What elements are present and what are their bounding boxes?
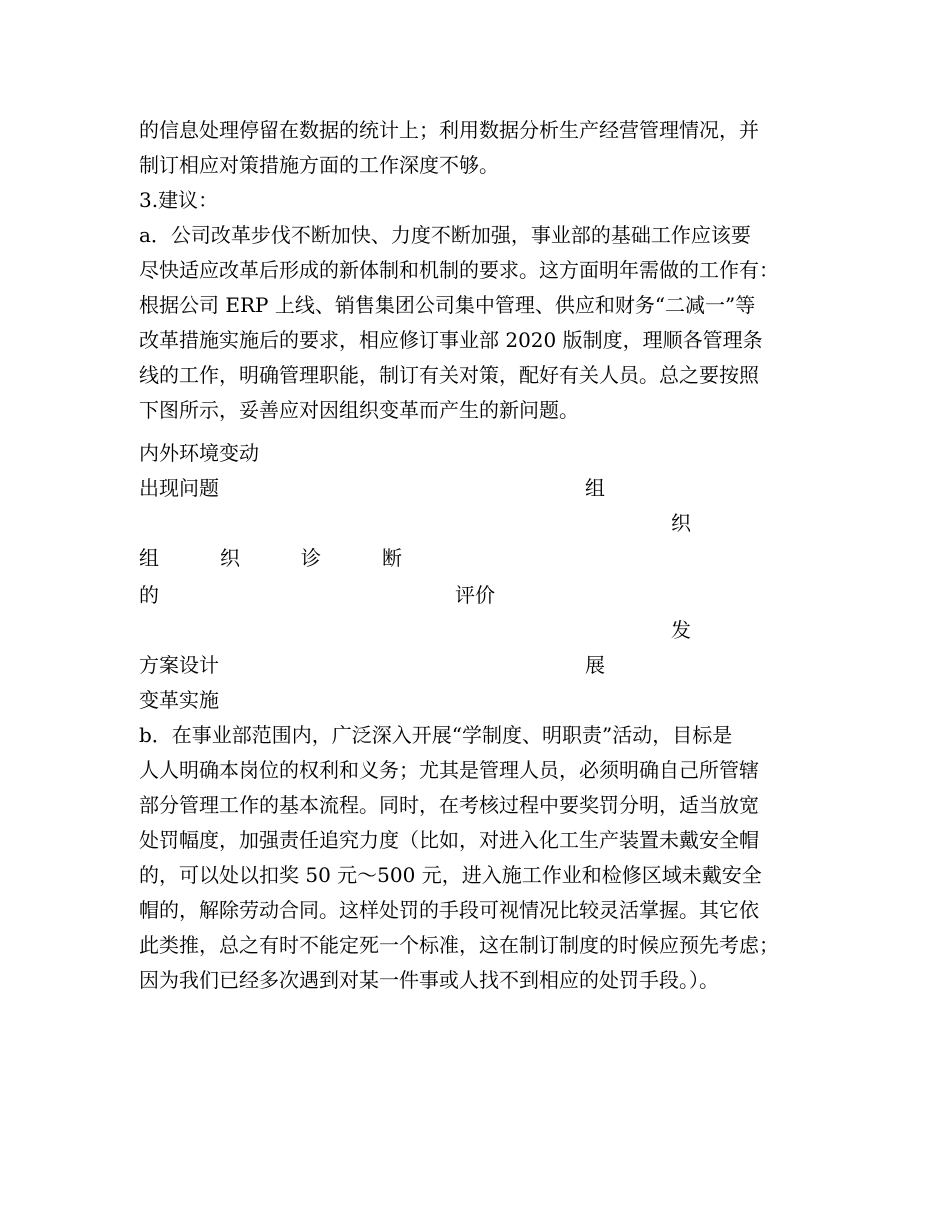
diagram-plan-design: 方案设计	[139, 653, 219, 677]
para-a-line-1: a．公司改革步伐不断加快、力度不断加强，事业部的基础工作应该要	[139, 223, 751, 247]
diagram-diagnosis-char-1: 组	[139, 546, 159, 570]
para-b-line-6: 帽的，解除劳动合同。这样处罚的手段可视情况比较灵活掌握。其它依	[139, 898, 759, 922]
diagram-org-char-1: 组	[585, 476, 605, 500]
diagram-evaluation: 评价	[455, 583, 495, 607]
diagram-of: 的	[139, 583, 159, 607]
diagram-org-char-2: 织	[671, 511, 691, 535]
para-a-line-4: 改革措施实施后的要求，相应修订事业部 2020 版制度，理顺各管理条	[139, 328, 763, 352]
diagram-org-char-3: 发	[671, 618, 691, 642]
para-a-line-5: 线的工作，明确管理职能，制订有关对策，配好有关人员。总之要按照	[139, 363, 759, 387]
diagram-diagnosis-char-3: 诊	[301, 546, 321, 570]
diagram-org-char-4: 展	[585, 653, 605, 677]
para-b-line-7: 此类推，总之有时不能定死一个标准，这在制订制度的时候应预先考虑；	[139, 933, 779, 957]
para-a-line-6: 下图所示，妥善应对因组织变革而产生的新问题。	[139, 398, 579, 422]
para-b-line-1: b．在事业部范围内，广泛深入开展“学制度、明职责”活动，目标是	[139, 723, 733, 747]
para-b-line-4: 处罚幅度，加强责任追究力度（比如，对进入化工生产装置未戴安全帽	[139, 828, 759, 852]
para-a-line-2: 尽快适应改革后形成的新体制和机制的要求。这方面明年需做的工作有：	[139, 258, 779, 282]
para-b-line-8: 因为我们已经多次遇到对某一件事或人找不到相应的处罚手段。）。	[139, 968, 719, 992]
diagram-implementation: 变革实施	[139, 688, 219, 712]
para-b-line-3: 部分管理工作的基本流程。同时，在考核过程中要奖罚分明，适当放宽	[139, 793, 759, 817]
para-b-line-2: 人人明确本岗位的权利和义务；尤其是管理人员，必须明确自己所管辖	[139, 758, 759, 782]
diagram-diagnosis-char-4: 断	[382, 546, 402, 570]
para-a-line-3: 根据公司 ERP 上线、销售集团公司集中管理、供应和财务“二减一”等	[139, 293, 756, 317]
para-b-line-5: 的，可以处以扣奖 50 元～500 元，进入施工作业和检修区域未戴安全	[139, 863, 762, 887]
intro-line-1: 的信息处理停留在数据的统计上；利用数据分析生产经营管理情况，并	[139, 118, 759, 142]
diagram-problem: 出现问题	[139, 476, 219, 500]
diagram-diagnosis-char-2: 织	[220, 546, 240, 570]
diagram-env-change: 内外环境变动	[139, 441, 259, 465]
suggestion-heading: 3.建议：	[139, 188, 219, 212]
intro-line-2: 制订相应对策措施方面的工作深度不够。	[139, 153, 499, 177]
